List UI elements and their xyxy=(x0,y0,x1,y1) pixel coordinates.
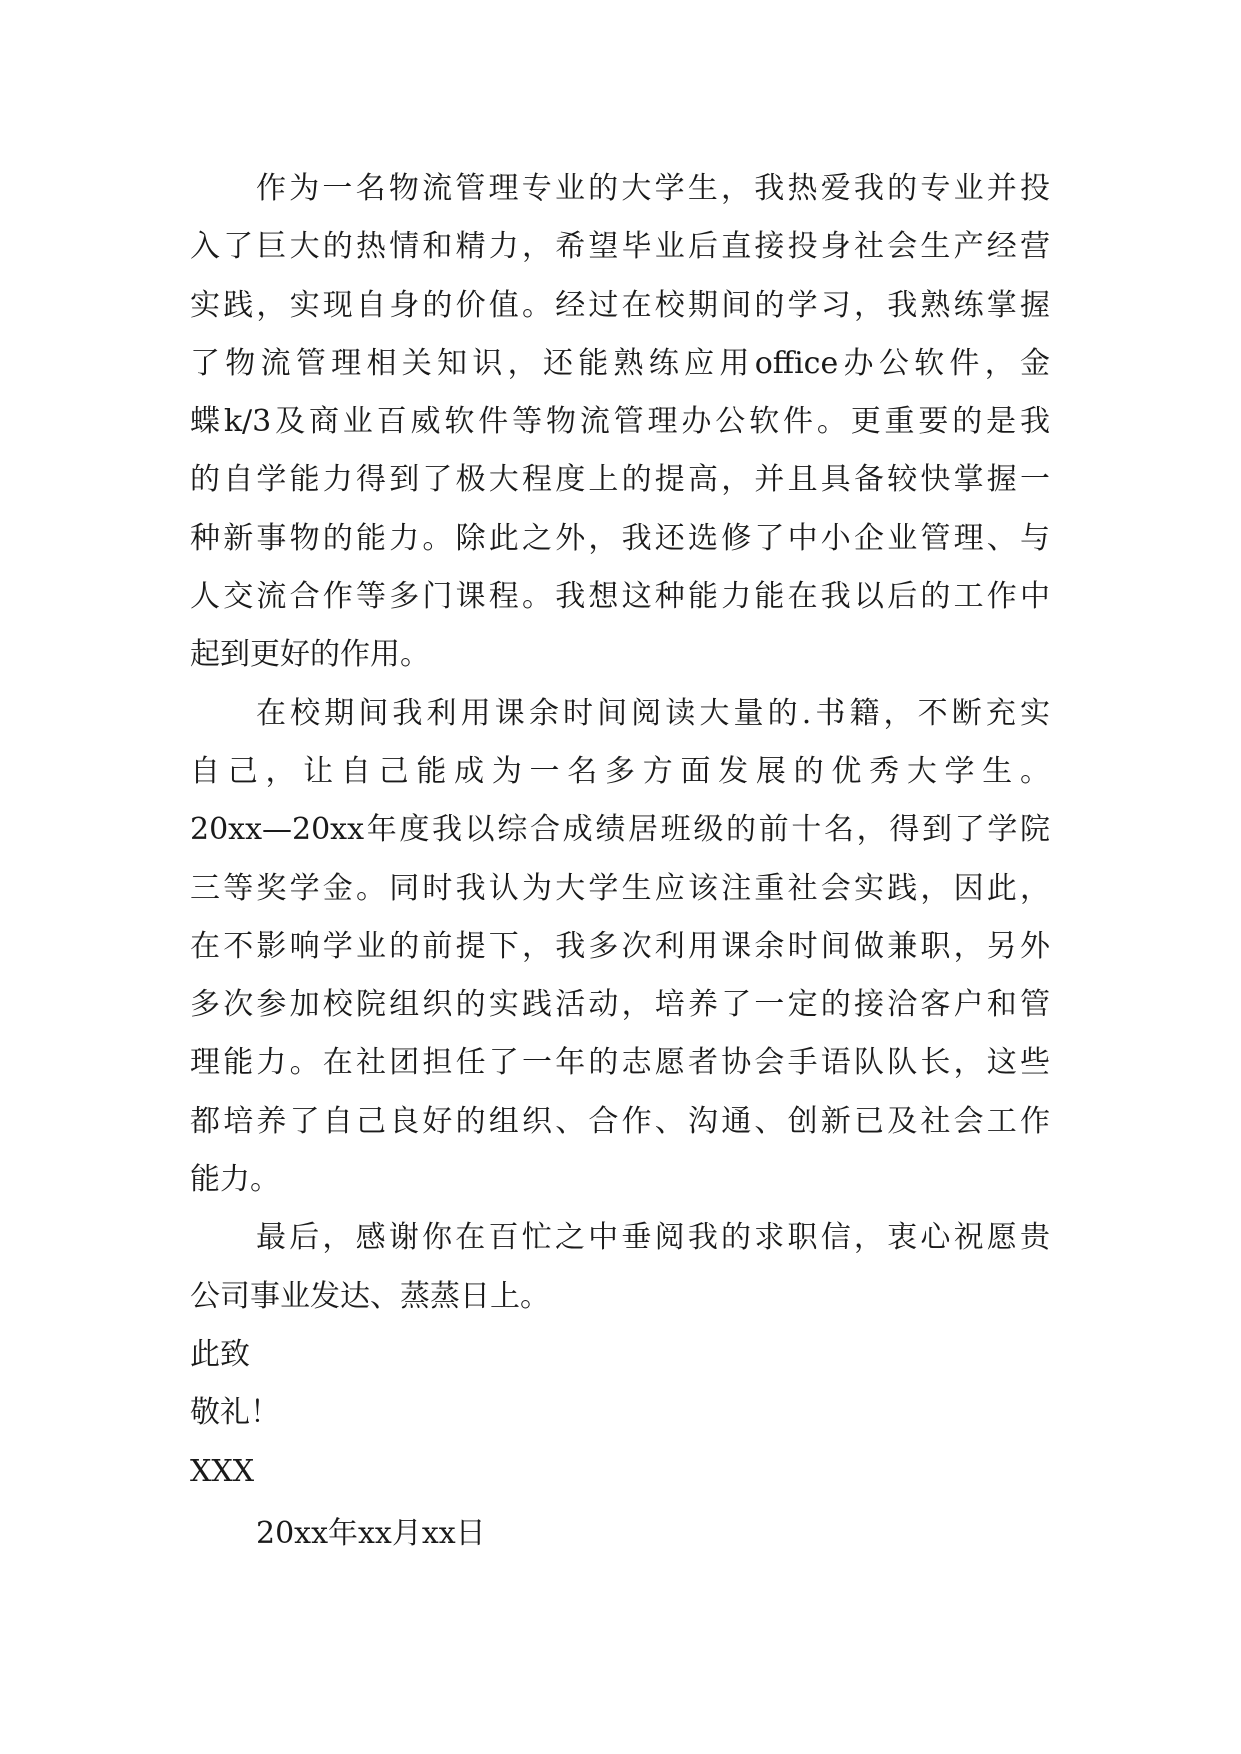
paragraph-line: 种新事物的能力。除此之外，我还选修了中小企业管理、与 xyxy=(190,520,1050,556)
paragraph-line: 人交流合作等多门课程。我想这种能力能在我以后的工作中 xyxy=(190,579,1050,615)
salutation-text: 敬礼！ xyxy=(190,1395,280,1431)
paragraph-line: 公司事业发达、蒸蒸日上。 xyxy=(190,1278,550,1314)
paragraph-line: 多次参加校院组织的实践活动，培养了一定的接洽客户和管 xyxy=(190,987,1050,1023)
paragraph-line: 三等奖学金。同时我认为大学生应该注重社会实践，因此， xyxy=(190,870,1050,906)
paragraph-line: 起到更好的作用。 xyxy=(190,637,430,673)
paragraph-line: 作为一名物流管理专业的大学生，我热爱我的专业并投 xyxy=(256,171,1050,206)
paragraph-line: 在不影响学业的前提下，我多次利用课余时间做兼职，另外 xyxy=(190,928,1050,964)
paragraph-line: 在校期间我利用课余时间阅读大量的.书籍，不断充实 xyxy=(256,695,1050,731)
letter-body xyxy=(190,160,1050,1501)
paragraph-line: 能力。 xyxy=(190,1162,280,1198)
paragraph-line: 了物流管理相关知识，还能熟练应用office办公软件，金 xyxy=(190,345,1050,381)
paragraph-line: 实践，实现自身的价值。经过在校期间的学习，我熟练掌握 xyxy=(190,287,1050,323)
closing-text: 此致 xyxy=(190,1336,250,1372)
paragraph-line: 最后，感谢你在百忙之中垂阅我的求职信，衷心祝愿贵 xyxy=(256,1220,1050,1256)
paragraph-line: 蝶k/3及商业百威软件等物流管理办公软件。更重要的是我 xyxy=(190,404,1050,440)
paragraph-line: 入了巨大的热情和精力，希望毕业后直接投身社会生产经营 xyxy=(190,229,1050,265)
paragraph-line: 理能力。在社团担任了一年的志愿者协会手语队队长，这些 xyxy=(190,1045,1050,1081)
paragraph-line: 的自学能力得到了极大程度上的提高，并且具备较快掌握一 xyxy=(190,462,1050,498)
paragraph-line: 自己，让自己能成为一名多方面发展的优秀大学生。 xyxy=(190,753,1050,789)
paragraph-line: 20xx—20xx年度我以综合成绩居班级的前十名，得到了学院 xyxy=(190,812,1050,848)
signature: XXX xyxy=(190,1453,255,1489)
paragraph-line: 都培养了自己良好的组织、合作、沟通、创新已及社会工作 xyxy=(190,1103,1050,1139)
letter-date: 20xx年xx月xx日 xyxy=(256,1516,486,1551)
